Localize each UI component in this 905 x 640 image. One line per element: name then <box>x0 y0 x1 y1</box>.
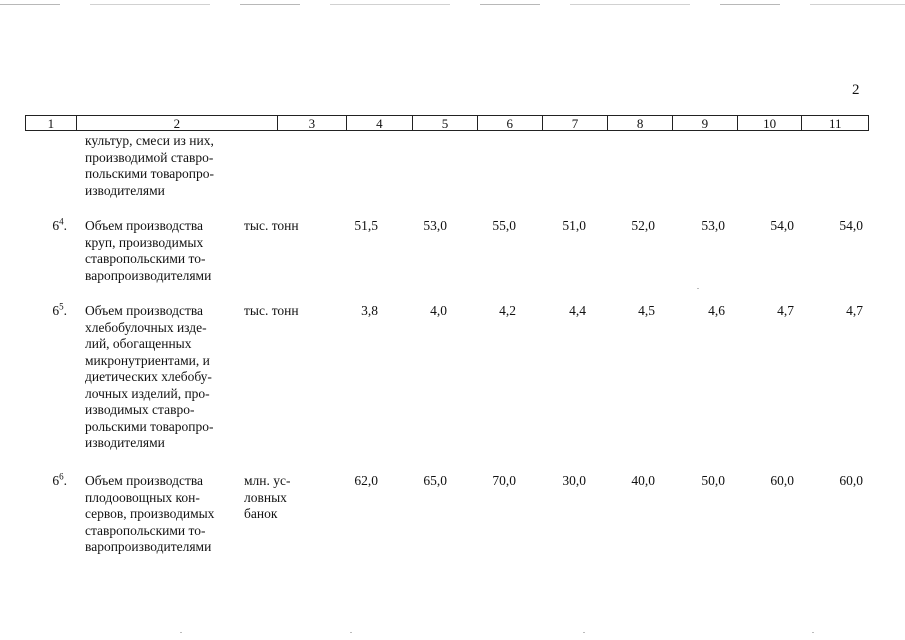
row-value-col4: 62,0 <box>354 473 378 488</box>
header-cell-2: 2 <box>77 116 279 130</box>
row-value-col9: 4,6 <box>708 303 725 318</box>
row-description: Объем производства круп, производимых ставропольскими то- варопроизводителями <box>85 218 212 283</box>
row-unit: млн. ус- ловных банок <box>244 473 291 521</box>
row-number: $6^5$. <box>52 301 67 318</box>
row-value-col4: 51,5 <box>354 218 378 233</box>
row-description: культур, смеси из них, производимой ставро- польскими товаропро- изводителями <box>85 133 214 198</box>
row-value-col5: 4,0 <box>430 303 447 318</box>
row-value-col8: 4,5 <box>638 303 655 318</box>
row-value-col10: 4,7 <box>777 303 794 318</box>
header-cell-8: 8 <box>608 116 673 130</box>
row-number: $6^4$. <box>52 216 67 233</box>
row-value-col6: 55,0 <box>492 218 516 233</box>
header-cell-10: 10 <box>738 116 803 130</box>
row-value-col7: 51,0 <box>562 218 586 233</box>
header-cell-5: 5 <box>413 116 478 130</box>
row-unit: тыс. тонн <box>244 303 299 318</box>
header-cell-3: 3 <box>278 116 346 130</box>
row-value-col11: 54,0 <box>839 218 863 233</box>
page-number: 2 <box>852 82 860 98</box>
table-header-row <box>25 115 869 131</box>
header-cell-6: 6 <box>478 116 543 130</box>
row-value-col8: 40,0 <box>631 473 655 488</box>
row-value-col9: 53,0 <box>701 218 725 233</box>
row-number: $6^6$. <box>52 471 67 488</box>
row-value-col7: 4,4 <box>569 303 586 318</box>
scan-speck <box>812 632 814 633</box>
row-value-col5: 65,0 <box>423 473 447 488</box>
row-description: Объем производства плодоовощных кон- сервов, производимых ставропольскими то- варопроизводителями <box>85 473 215 554</box>
header-cell-1: 1 <box>26 116 77 130</box>
header-cell-11: 11 <box>828 116 842 131</box>
row-description: Объем производства хлебобулочных изде- лий, обогащенных микронутриентами, и диетических хлебобу- лочных изделий, про- изводимых ставро- pольскими товаропро- изводителями <box>85 303 214 450</box>
header-cell-7: 7 <box>543 116 609 130</box>
scan-speck <box>697 288 699 289</box>
row-value-col10: 54,0 <box>770 218 794 233</box>
row-value-col9: 50,0 <box>701 473 725 488</box>
scan-artifact-line <box>0 4 905 5</box>
header-cell-9: 9 <box>673 116 738 130</box>
row-value-col4: 3,8 <box>361 303 378 318</box>
header-cell-4: 4 <box>347 116 414 130</box>
scan-speck <box>350 632 352 633</box>
row-value-col11: 60,0 <box>839 473 863 488</box>
row-value-col7: 30,0 <box>562 473 586 488</box>
row-value-col6: 70,0 <box>492 473 516 488</box>
row-value-col10: 60,0 <box>770 473 794 488</box>
row-value-col6: 4,2 <box>499 303 516 318</box>
row-unit: тыс. тонн <box>244 218 299 233</box>
row-value-col11: 4,7 <box>846 303 863 318</box>
row-value-col8: 52,0 <box>631 218 655 233</box>
scan-speck <box>583 632 585 633</box>
scan-speck <box>180 632 182 633</box>
row-value-col5: 53,0 <box>423 218 447 233</box>
